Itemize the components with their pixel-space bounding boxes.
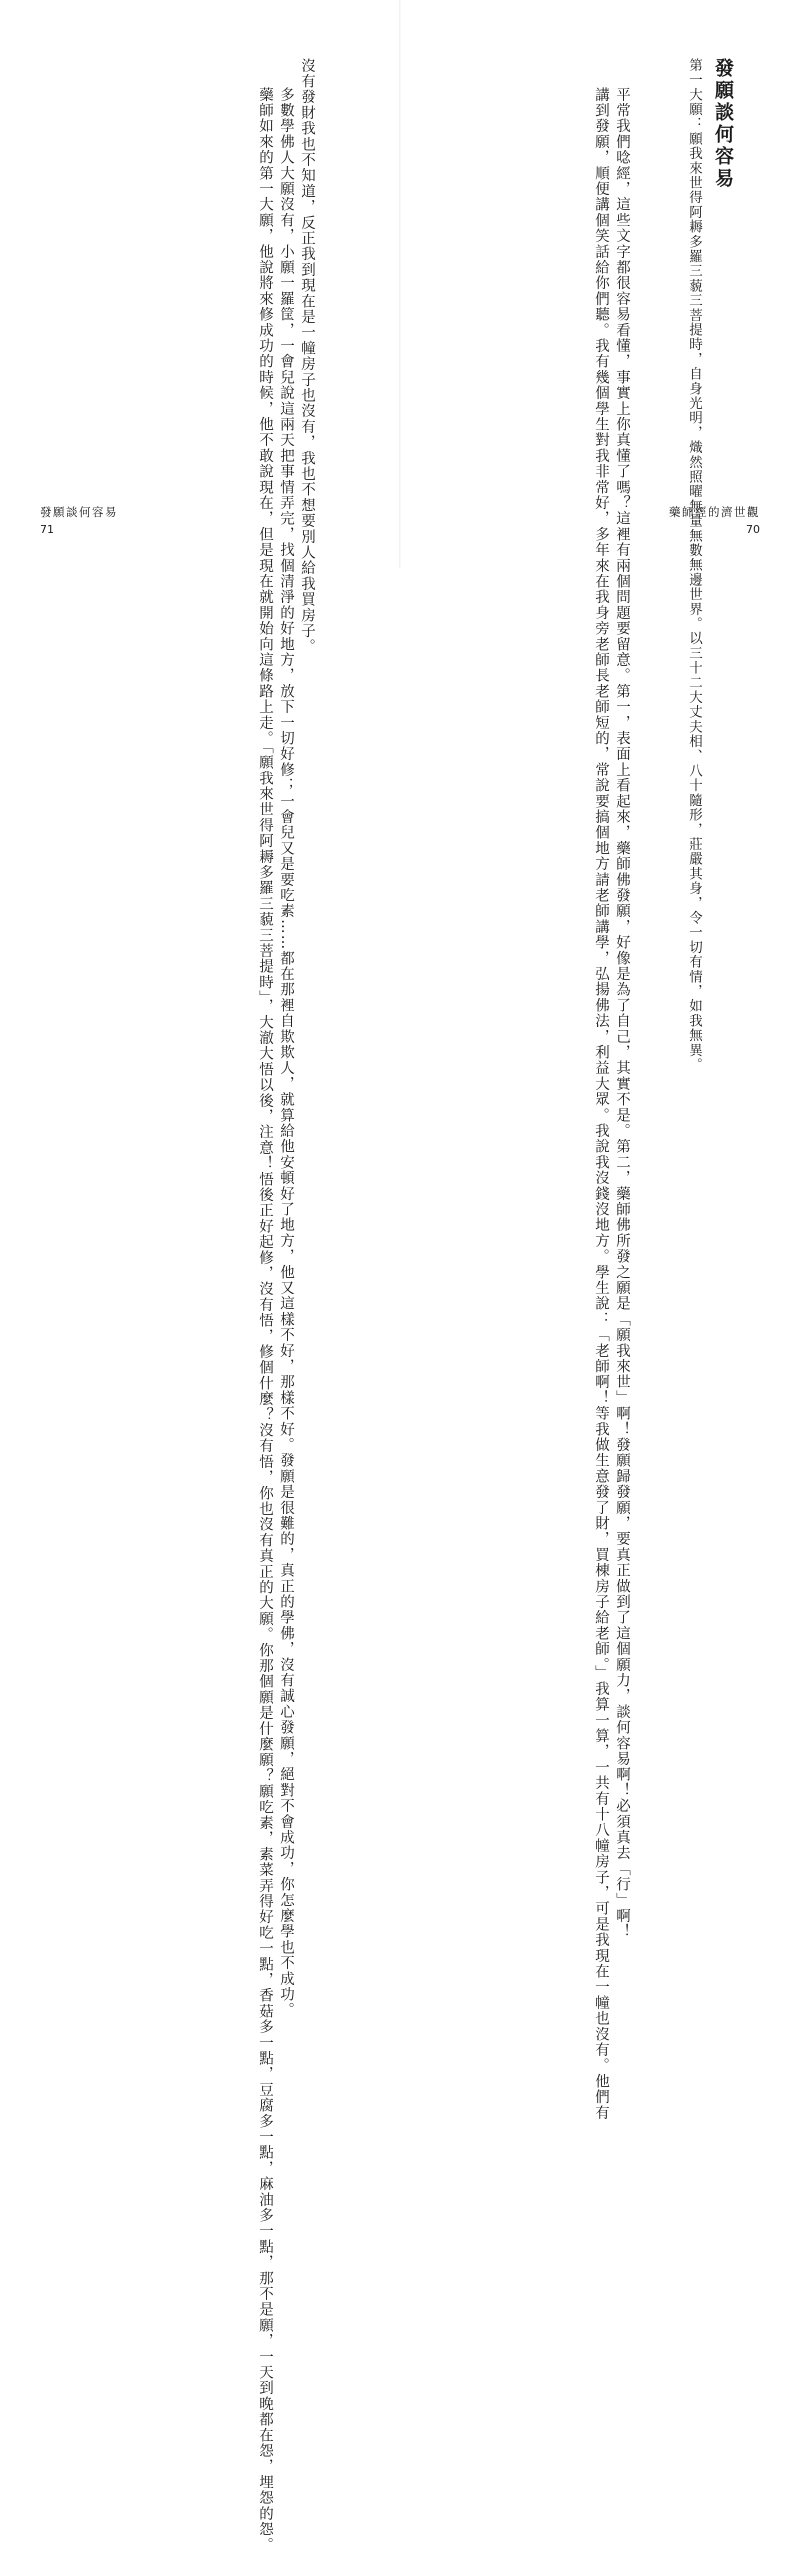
right-page-body <box>464 58 632 2121</box>
chapter-title <box>712 58 733 478</box>
paragraph: 沒有發財我也不知道，反正我到現在是一幢房子也沒有，我也不想要別人給我買房子。 <box>299 58 315 655</box>
sutra-quote-text: 第一大願：願我來世得阿耨多羅三藐三菩提時，自身光明，熾然照曜無量無數無邊世界。以三十二大丈夫相、八十隨形，莊嚴其身，令一切有情，如我無異。 <box>686 58 702 1073</box>
paragraph: 講到發願，順便講個笑話給你們聽。我有幾個學生對我非常好，多年來在我身旁老師長老師短的，常說要搞個地方請老師講學，弘揚佛法，利益大眾。我說我沒錢沒地方。學生說：「老師啊！等我做生意發了財，買棟房子給老師。」我算一算，一共有十八幢房子，可是我現在一幢也沒有。他們有 <box>593 87 609 2121</box>
page-number: 70 <box>746 523 760 536</box>
paragraph: 多數學佛人大願沒有，小願一羅筐，一會兒說這兩天把事情弄完，找個清淨的好地方，放下一切好修；一會兒又是要吃素……都在那裡自欺欺人，就算給他安頓好了地方，他又這樣不好，那樣不好。發願是很難的，真正的學佛，沒有誠心發願，絕對不會成功，你怎麼學也不成功。 <box>278 87 294 2019</box>
paragraph: 平常我們唸經，這些文字都很容易看懂，事實上你真懂了嗎？這裡有兩個問題要留意。第一，表面上看起來，藥師佛發願，好像是為了自己，其實不是。第二，藥師佛所發之願是「願我來世」啊！發願歸發願，要真正做到了這個願力，談何容易啊！必須真去「行」啊！ <box>614 87 630 1940</box>
right-page <box>400 0 800 2121</box>
running-footer-title: 藥師經的濟世觀 <box>669 505 760 519</box>
running-footer-title: 發願談何容易 <box>40 505 118 519</box>
left-page-body <box>97 58 317 2553</box>
page-number: 71 <box>40 523 54 536</box>
paragraph: 藥師如來的第一大願，他說將來修成功的時候，他不敢說現在，但是現在就開始向這條路上走。「願我來世得阿耨多羅三藐三菩提時」，大澈大悟以後，注意！悟後正好起修，沒有悟，修個什麼？沒有悟，你也沒有真正的大願。你那個願是什麼願？願吃素，素菜弄得好吃一點，香菇多一點，豆腐多一點，麻油多一點，那不是願，一天到晚都在怨，埋怨的怨。 <box>257 87 273 2553</box>
chapter-title-text: 發願談何容易 <box>712 58 734 190</box>
sutra-quote <box>635 58 705 1073</box>
